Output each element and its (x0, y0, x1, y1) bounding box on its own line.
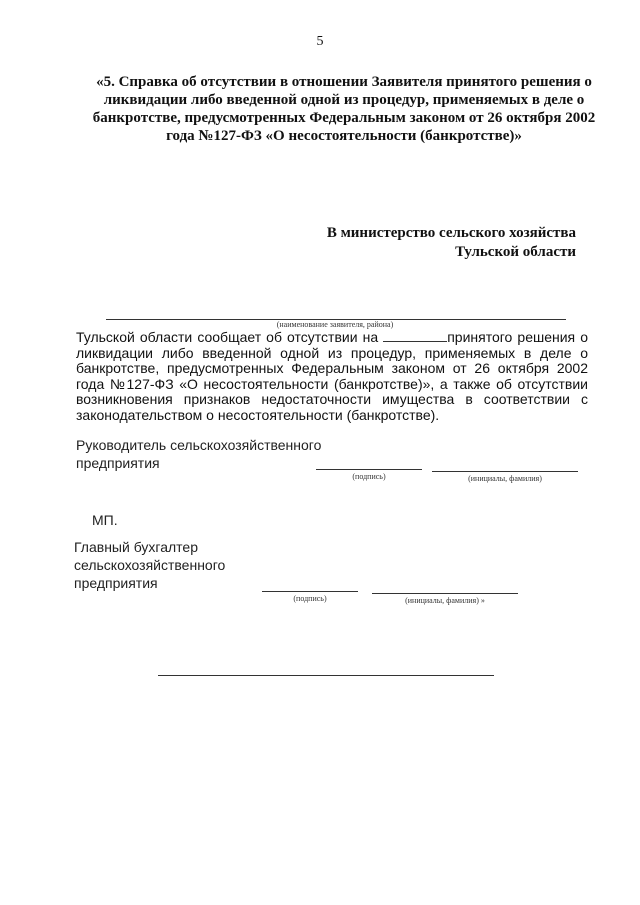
head-title-line-1: Руководитель сельскохозяйственного (76, 437, 322, 453)
head-name-line (432, 471, 578, 472)
document-heading: «5. Справка об отсутствии в отношении Заявителя принятого решения о ликвидации либо введенной одной из процедур, применяемых в деле о банкротстве, предусмотренных Федеральным законом от 26 октября 2002 года №127-ФЗ «О несостоятельности (банкротстве)» (92, 74, 596, 144)
stamp-placeholder: МП. (92, 512, 118, 528)
accountant-title (74, 538, 225, 592)
closing-separator (158, 675, 494, 676)
blank-field (383, 330, 447, 342)
addressee-block (300, 224, 576, 262)
accountant-signature-caption: (подпись) (293, 594, 327, 603)
head-signature-caption: (подпись) (352, 472, 386, 481)
accountant-name-caption: (инициалы, фамилия) » (405, 596, 485, 605)
page-number: 5 (316, 34, 324, 49)
addressee-line-1: В министерство сельского хозяйства (326, 225, 576, 241)
accountant-name-line (372, 593, 518, 594)
head-title-line-2: предприятия (76, 455, 160, 471)
head-name-caption: (инициалы, фамилия) (468, 474, 542, 483)
accountant-title-line-3: предприятия (74, 575, 158, 591)
applicant-caption: (наименование заявителя, района) (276, 320, 394, 329)
statement-text-start: Тульской области сообщает об отсутствии на (76, 329, 384, 345)
statement-text-end: принятого решения о ликвидации либо введенной одной из процедур, применяемых в деле о банкротстве, предусмотренных Федеральным законом от 26 октября 2002 года №127-ФЗ «О несостоятельности (банкротстве)», а также об отсутствии возникновения признаков недостаточности имущества в соответствии с законодательством о несостоятельности (банкротстве). (76, 329, 588, 423)
addressee-line-2: Тульской области (455, 244, 576, 260)
head-signature-line (316, 469, 422, 470)
accountant-title-line-1: Главный бухгалтер (74, 539, 198, 555)
head-title (76, 436, 321, 472)
accountant-title-line-2: сельскохозяйственного (74, 557, 226, 573)
accountant-signature-line (262, 591, 358, 592)
statement-paragraph (76, 330, 588, 424)
